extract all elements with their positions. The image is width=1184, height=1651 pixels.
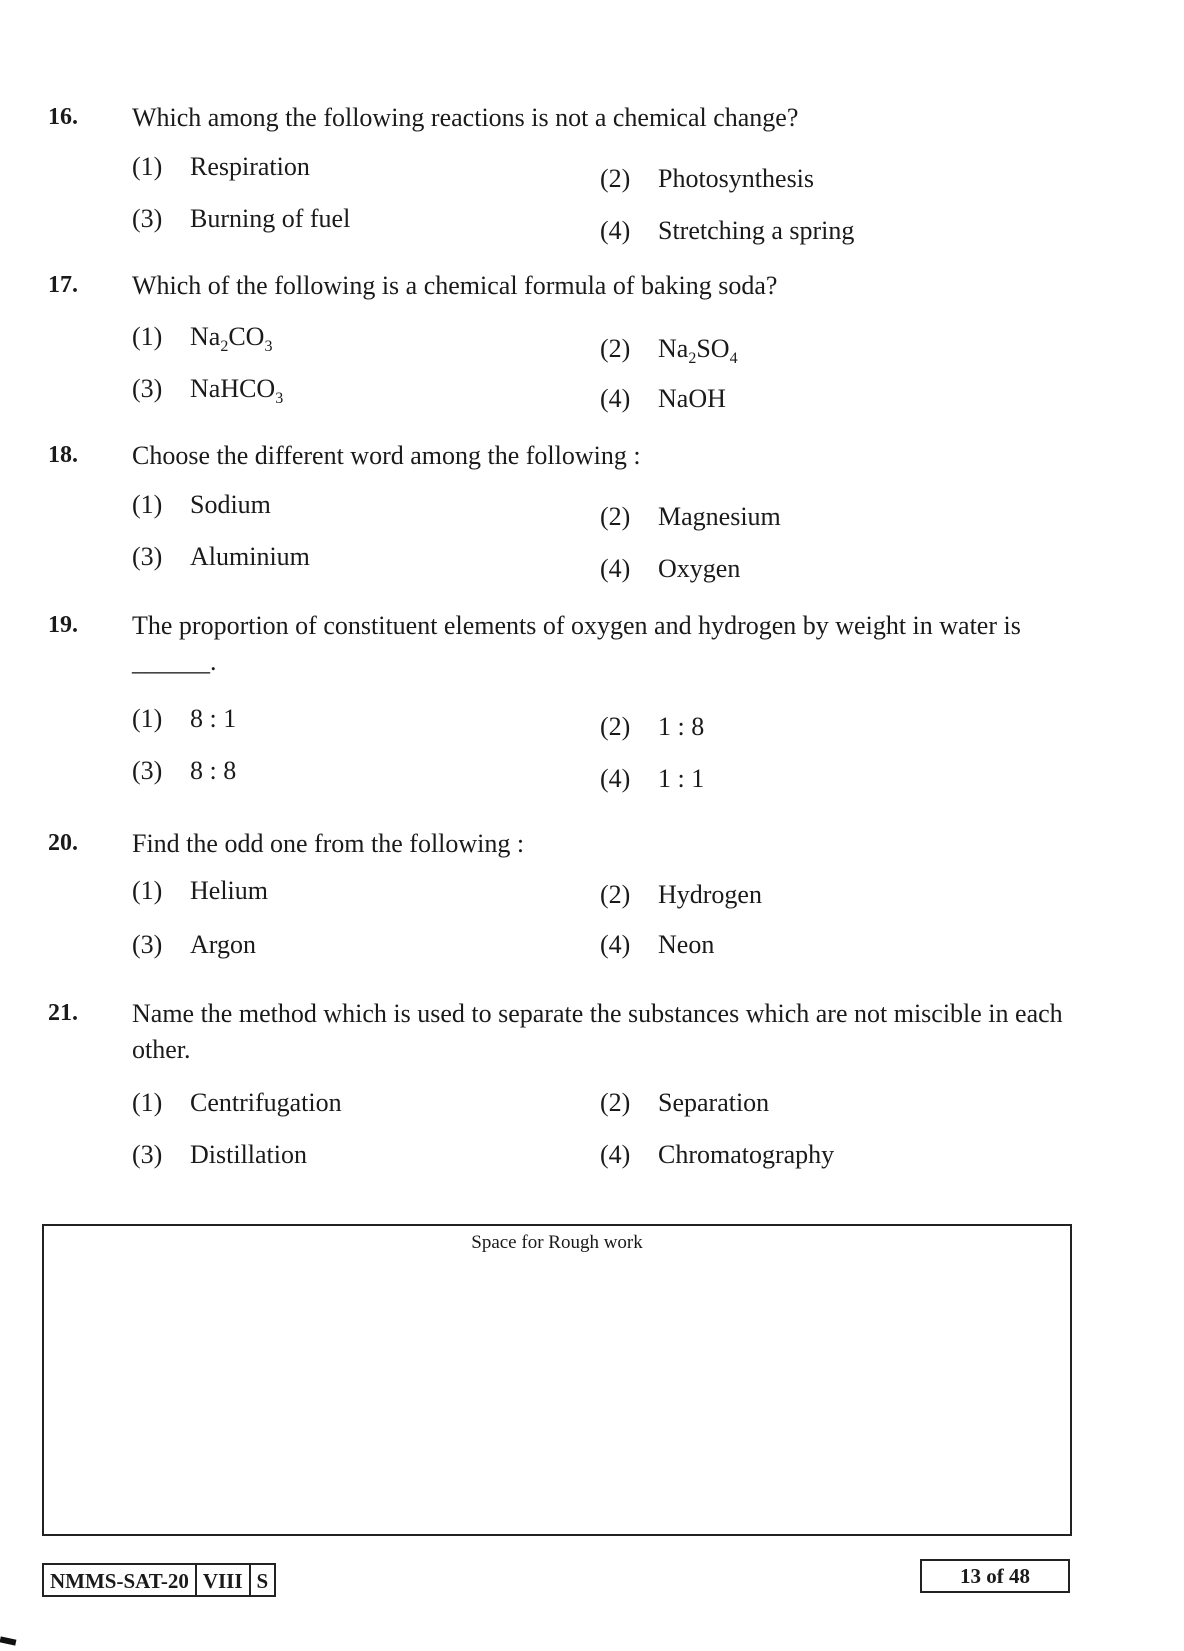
question-number: 17.: [48, 272, 78, 298]
section-label: S: [249, 1565, 275, 1595]
option-1: (1) 8 : 1: [132, 704, 237, 733]
option-2: (2) 1 : 8: [600, 712, 705, 741]
option-2: (2) Hydrogen: [600, 880, 762, 909]
question-text: Name the method which is used to separate the substances which are not miscible in each other.: [132, 999, 1063, 1064]
question-text: Find the odd one from the following :: [132, 829, 525, 858]
question-number: 21.: [48, 1000, 78, 1026]
exam-code: NMMS-SAT-20: [50, 1569, 189, 1593]
option-1: (1) Helium: [132, 876, 268, 905]
option-2: (2) Magnesium: [600, 502, 781, 531]
option-3: (3) Distillation: [132, 1140, 307, 1169]
corner-mark: [0, 1636, 16, 1645]
option-1: (1) Sodium: [132, 490, 271, 519]
option-3: (3) Aluminium: [132, 542, 310, 571]
option-2: (2) Separation: [600, 1088, 770, 1117]
option-3: (3) Argon: [132, 930, 256, 959]
question-number: 19.: [48, 612, 78, 638]
question-text: Which among the following reactions is not a chemical change?: [132, 103, 799, 132]
option-4: (4) NaOH: [600, 384, 726, 413]
option-4: (4) Oxygen: [600, 554, 741, 583]
option-1: (1) $Na_2CO_3$: [132, 322, 273, 355]
option-4: (4) 1 : 1: [600, 764, 705, 793]
option-4: (4) Chromatography: [600, 1140, 835, 1169]
question-text: The proportion of constituent elements of oxygen and hydrogen by weight in water is ______.: [132, 611, 1021, 676]
class-label: VIII: [195, 1565, 249, 1595]
question-number: 16.: [48, 104, 78, 130]
option-3: (3) 8 : 8: [132, 756, 237, 785]
option-3: (3) Burning of fuel: [132, 204, 351, 233]
rough-work-title: Space for Rough work: [471, 1232, 643, 1253]
question-number: 18.: [48, 442, 78, 468]
rough-work-box: [42, 1224, 1072, 1536]
option-2: (2) $Na_2SO_4$: [600, 334, 738, 367]
question-text: Which of the following is a chemical formula of baking soda?: [132, 271, 778, 300]
page-number: 13 of 48: [920, 1559, 1070, 1593]
option-1: (1) Centrifugation: [132, 1088, 342, 1117]
question-text: Choose the different word among the following :: [132, 441, 641, 470]
option-2: (2) Photosynthesis: [600, 164, 815, 193]
question-number: 20.: [48, 830, 78, 856]
option-1: (1) Respiration: [132, 152, 310, 181]
option-4: (4) Stretching a spring: [600, 216, 855, 245]
option-4: (4) Neon: [600, 930, 715, 959]
option-3: (3) NaHCO$_3$: [132, 374, 284, 407]
footer-code-box: [42, 1563, 276, 1597]
